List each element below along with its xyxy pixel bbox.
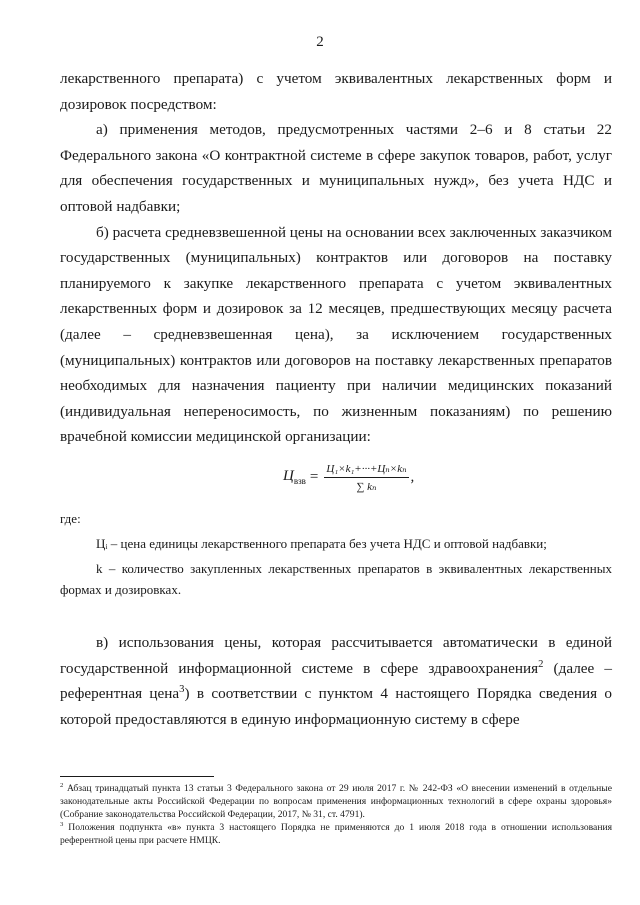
paragraph-b: б) расчета средневзвешенной цены на основании всех заключенных заказчиком государственных (муниципальных) контрактов или договоров на поставку планируемого к закупке лекарственного препарата с учетом эквивалентных лекарственных форм и дозировок за 12 месяцев, предшествующих месяцу расчета (далее – средневзвешенная цена), за исключением государственных (муниципальных) контрактов или договоров на поставку лекарственных препаратов необходимых для назначения пациенту при наличии медицинских показаний (индивидуальная непереносимость, по жизненным показаниям) по решению врачебной комиссии медицинской организации: bbox=[60, 223, 613, 446]
where-label: где: bbox=[60, 510, 81, 526]
formula-equals: = bbox=[309, 468, 319, 485]
formula-numerator: Ц₁×k₁+···+Цₙ×kₙ bbox=[324, 462, 408, 478]
footnote-ref-2[interactable]: 2 bbox=[538, 658, 544, 670]
definition-price: Цᵢ – цена единицы лекарственного препарата без учета НДС и оптовой надбавки; bbox=[96, 535, 547, 551]
main-text bbox=[60, 66, 612, 732]
footnotes bbox=[60, 782, 612, 847]
definition-quantity: k – количество закупленных лекарственных препаратов в эквивалентных лекарственных формах и дозировках. bbox=[60, 560, 612, 597]
formula-weighted-price bbox=[60, 456, 612, 508]
paragraph-c: в) использования цены, которая рассчитывается автоматически в единой государственной информационной системе в сфере здравоохранения$^2$ (далее – референтная цена$^3$) в соответствии с пунктом 4 настоящего Порядка сведения о которой предоставляются в единую информационную систему в сфере bbox=[60, 633, 613, 728]
formula-lhs: $Ц_{взв}$ bbox=[283, 468, 306, 487]
paragraph-a: а) применения методов, предусмотренных частями 2–6 и 8 статьи 22 Федерального закона «О контрактной системе в сфере закупок товаров, работ, услуг для обеспечения государственных и муниципальных нужд», без учета НДС и оптовой надбавки; bbox=[60, 121, 612, 215]
formula-trail: , bbox=[410, 468, 415, 485]
paragraph-intro: лекарственного препарата) с учетом эквивалентных лекарственных форм и дозировок посредством: bbox=[60, 70, 612, 113]
footnote-ref-3[interactable]: 3 bbox=[179, 684, 185, 696]
formula-fraction bbox=[324, 462, 408, 493]
footnote-3: $^3$ Положения подпункта «в» пункта 3 настоящего Порядка не применяются до 1 июля 2018 года в отношении использования референтной цены при расчете НМЦК. bbox=[60, 820, 613, 846]
footnote-separator bbox=[60, 776, 214, 777]
formula-denominator: ∑ kₙ bbox=[356, 480, 377, 493]
footnote-2: $^2$ Абзац тринадцатый пункта 13 статьи 3 Федерального закона от 29 июля 2017 г. № 242-ФЗ «О внесении изменений в отдельные законодательные акты Российской Федерации по вопросам применения информационных технологий в сфере охраны здоровья» (Собрание законодательства Российской Федерации, 2017, № 31, ст. 4791). bbox=[60, 781, 612, 820]
page-number: 2 bbox=[316, 34, 324, 50]
formula bbox=[283, 462, 414, 493]
